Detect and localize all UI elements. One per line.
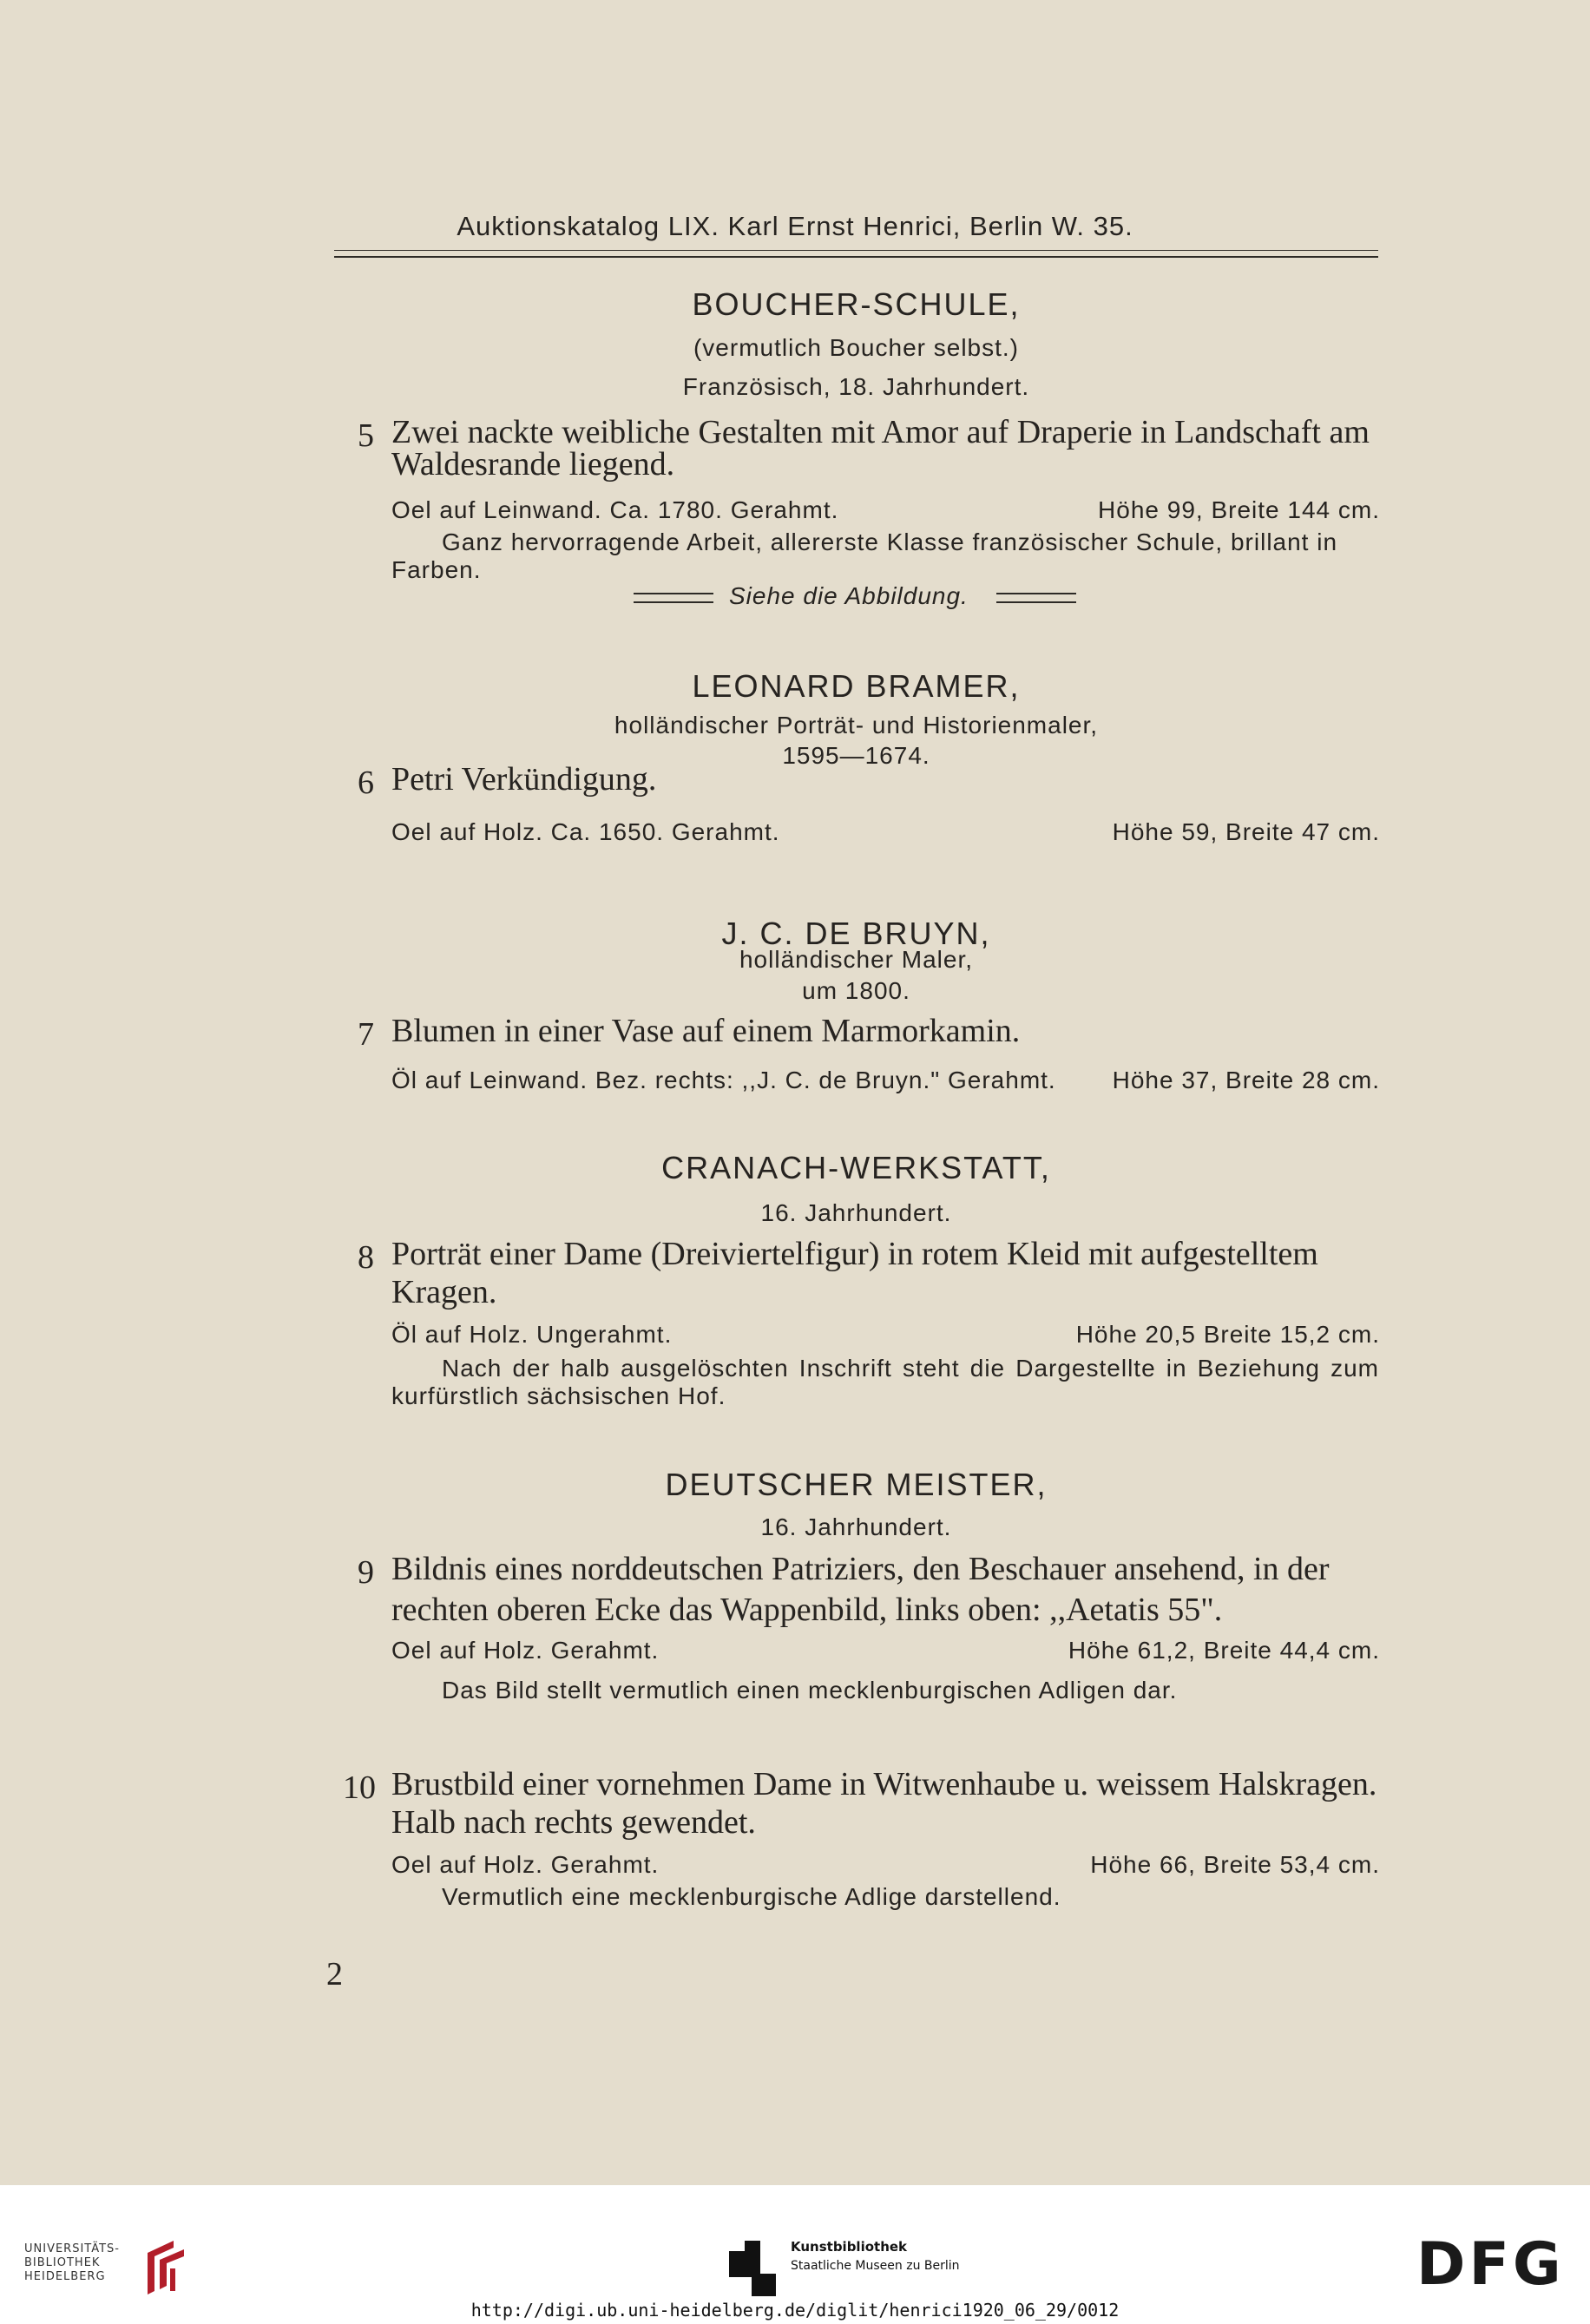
lot-dimensions: Höhe 37, Breite 28 cm. bbox=[1112, 1067, 1380, 1093]
lot-title-cont: Halb nach rechts gewendet. bbox=[391, 1804, 756, 1841]
ub-heidelberg-emblem-icon bbox=[139, 2237, 193, 2296]
ub-heidelberg-logo-text[interactable] bbox=[24, 2242, 120, 2284]
lot-number: 8 bbox=[358, 1239, 374, 1276]
lot-title: Bildnis eines norddeutschen Patriziers, den Beschauer ansehend, in der bbox=[391, 1551, 1330, 1587]
artist-attribution: (vermutlich Boucher selbst.) bbox=[693, 334, 1019, 361]
lot-medium: Oel auf Holz. Gerahmt. bbox=[391, 1637, 660, 1664]
running-header: Auktionskatalog LIX. Karl Ernst Henrici, Berlin W. 35. bbox=[457, 211, 1133, 241]
artist-heading: DEUTSCHER MEISTER, bbox=[665, 1467, 1048, 1502]
lot-number: 10 bbox=[343, 1769, 376, 1806]
page-number: 2 bbox=[326, 1956, 343, 1992]
ub-line-1: UNIVERSITÄTS- bbox=[24, 2242, 120, 2255]
lot-title-cont: Kragen. bbox=[391, 1274, 497, 1310]
double-rule-left bbox=[634, 593, 713, 603]
lot-medium: Oel auf Leinwand. Ca. 1780. Gerahmt. bbox=[391, 496, 839, 523]
lot-dimensions: Höhe 59, Breite 47 cm. bbox=[1112, 818, 1380, 845]
lot-note: Vermutlich eine mecklenburgische Adlige darstellend. bbox=[442, 1883, 1061, 1910]
artist-dates: 1595—1674. bbox=[782, 742, 930, 769]
footer-bar bbox=[0, 2185, 1590, 2324]
lot-note: Ganz hervorragende Arbeit, allererste Klasse französischer Schule, brillant in Farben. bbox=[391, 528, 1338, 583]
lot-number: 6 bbox=[358, 765, 374, 801]
artist-period: 16. Jahrhundert. bbox=[760, 1199, 952, 1226]
kunstbibliothek-name[interactable]: Kunstbibliothek bbox=[791, 2239, 908, 2255]
lot-title-cont: Waldesrande liegend. bbox=[391, 446, 675, 483]
lot-title: Blumen in einer Vase auf einem Marmorkamin. bbox=[391, 1013, 1021, 1049]
lot-number: 5 bbox=[358, 417, 374, 454]
artist-period: 16. Jahrhundert. bbox=[760, 1513, 952, 1540]
lot-dimensions: Höhe 20,5 Breite 15,2 cm. bbox=[1075, 1321, 1380, 1348]
artist-dates: um 1800. bbox=[802, 977, 910, 1004]
lot-note: Nach der halb ausgelöschten Inschrift steht die Dargestellte in Beziehung zum kurfürstlich sächsischen Hof. bbox=[391, 1355, 1379, 1409]
lot-title: Zwei nackte weibliche Gestalten mit Amor auf Draperie in Landschaft am bbox=[391, 414, 1370, 450]
lot-medium: Oel auf Holz. Gerahmt. bbox=[391, 1851, 660, 1878]
lot-dimensions: Höhe 99, Breite 144 cm. bbox=[1098, 496, 1380, 523]
lot-note: Das Bild stellt vermutlich einen mecklenburgischen Adligen dar. bbox=[442, 1677, 1178, 1704]
artist-description: holländischer Maler, bbox=[739, 946, 974, 973]
lot-title: Porträt einer Dame (Dreiviertelfigur) in rotem Kleid mit aufgestelltem bbox=[391, 1236, 1318, 1272]
lot-title: Brustbild einer vornehmen Dame in Witwenhaube u. weissem Halskragen. bbox=[391, 1766, 1377, 1802]
artist-heading: BOUCHER-SCHULE, bbox=[692, 286, 1021, 322]
artist-description: holländischer Porträt- und Historienmaler, bbox=[614, 712, 1099, 739]
lot-dimensions: Höhe 66, Breite 53,4 cm. bbox=[1090, 1851, 1380, 1878]
artist-heading: LEONARD BRAMER, bbox=[692, 668, 1021, 704]
ub-line-3: HEIDELBERG bbox=[24, 2270, 106, 2283]
lot-medium: Oel auf Holz. Ca. 1650. Gerahmt. bbox=[391, 818, 780, 845]
lot-dimensions: Höhe 61,2, Breite 44,4 cm. bbox=[1068, 1637, 1380, 1664]
header-rule-double bbox=[334, 256, 1378, 258]
kunstbibliothek-subtitle: Staatliche Museen zu Berlin bbox=[791, 2259, 960, 2273]
artist-heading: CRANACH-WERKSTATT, bbox=[661, 1150, 1051, 1185]
ub-line-2: BIBLIOTHEK bbox=[24, 2256, 101, 2269]
artist-origin: Französisch, 18. Jahrhundert. bbox=[682, 373, 1030, 400]
lot-medium: Öl auf Leinwand. Bez. rechts: ,,J. C. de Bruyn." Gerahmt. bbox=[391, 1067, 1056, 1093]
dfg-logo[interactable]: DFG bbox=[1416, 2230, 1565, 2299]
lot-number: 9 bbox=[358, 1554, 374, 1591]
lot-title-cont: rechten oberen Ecke das Wappenbild, links oben: ,,Aetatis 55". bbox=[391, 1592, 1223, 1628]
see-illustration: Siehe die Abbildung. bbox=[729, 582, 969, 609]
header-rule bbox=[334, 250, 1378, 251]
lot-number: 7 bbox=[358, 1016, 374, 1053]
artist-heading: J. C. DE BRUYN, bbox=[721, 916, 991, 951]
permalink-url[interactable]: http://digi.ub.uni-heidelberg.de/diglit/henrici1920_06_29/0012 bbox=[470, 2300, 1120, 2321]
lot-title: Petri Verkündigung. bbox=[391, 761, 657, 798]
kunstbibliothek-logo-icon bbox=[727, 2239, 778, 2298]
lot-medium: Öl auf Holz. Ungerahmt. bbox=[391, 1321, 673, 1348]
double-rule-right bbox=[996, 593, 1076, 603]
